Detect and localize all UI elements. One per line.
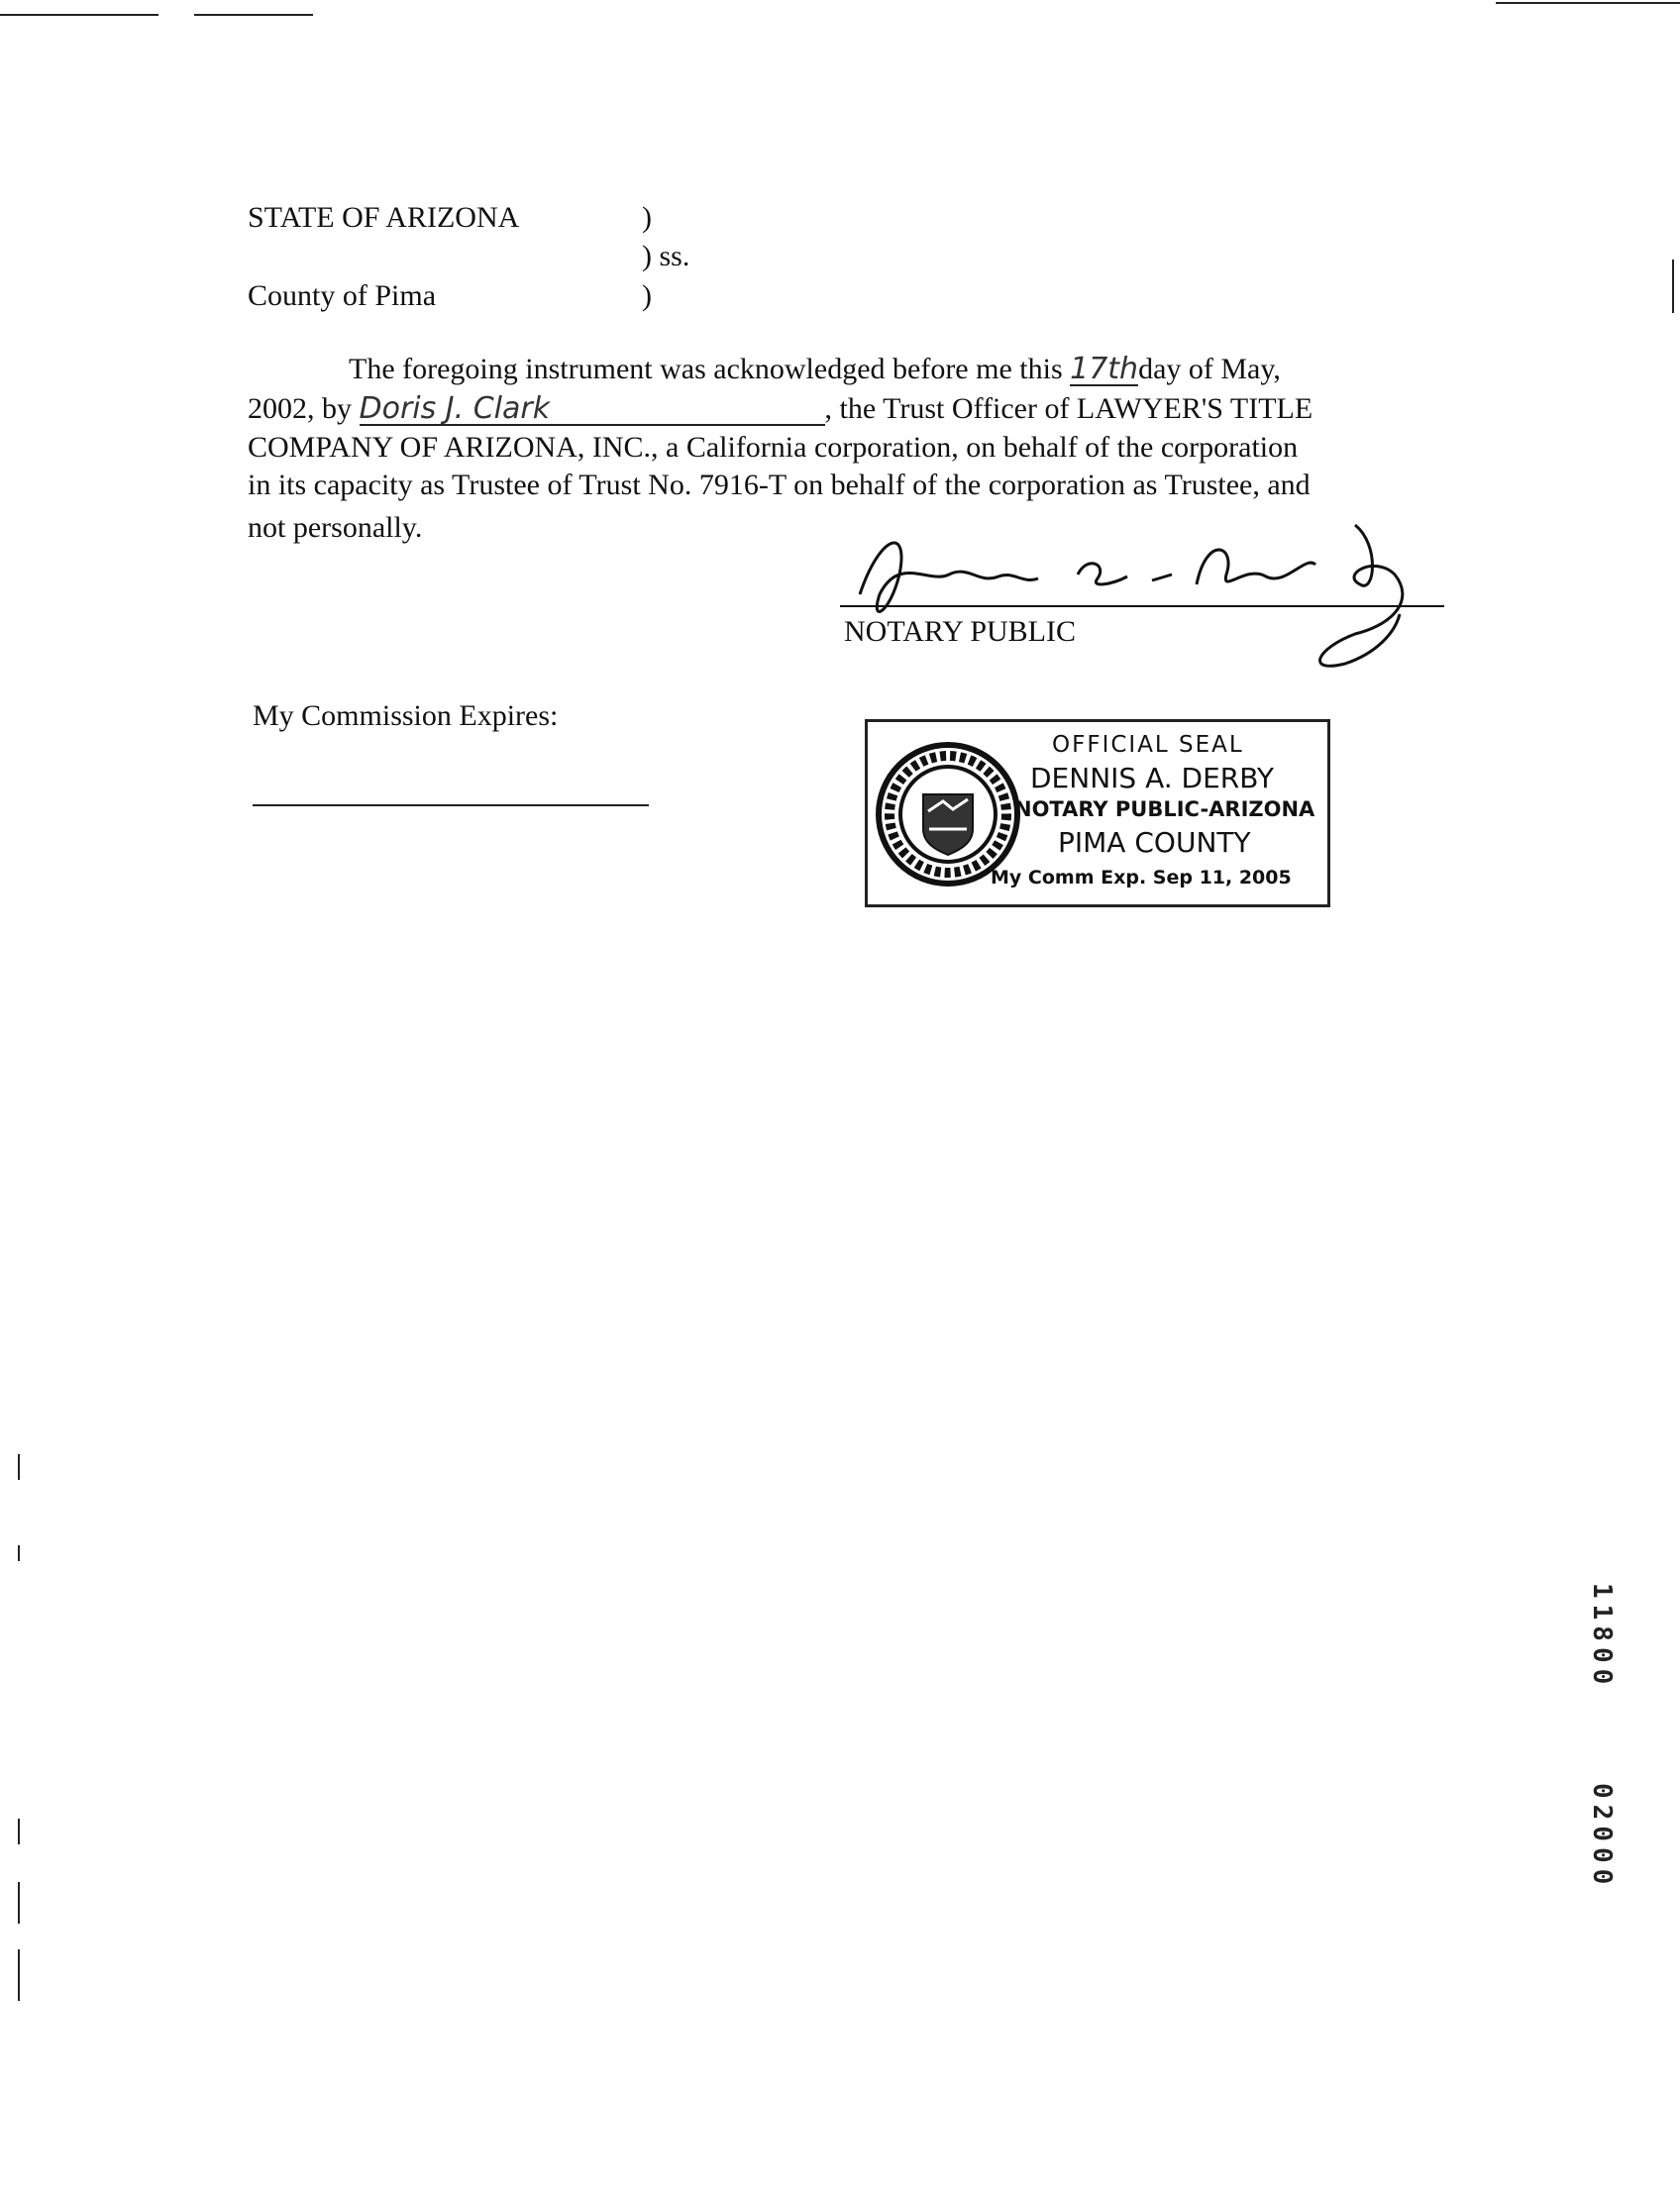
ack-line-2 xyxy=(248,391,1313,426)
ack-line-4: in its capacity as Trustee of Trust No. 7916-T on behalf of the corporation as Trustee, and xyxy=(248,469,1311,501)
ack-line-5: not personally. xyxy=(248,511,423,544)
scan-artifact-line xyxy=(18,1882,20,1924)
scan-artifact-line xyxy=(18,1819,20,1844)
official-seal xyxy=(865,719,1330,907)
venue-paren: ) xyxy=(642,201,652,234)
commission-label: My Commission Expires: xyxy=(253,699,559,732)
scan-artifact-line xyxy=(18,1545,20,1561)
scan-artifact-line xyxy=(18,1454,20,1480)
notary-public-label: NOTARY PUBLIC xyxy=(844,615,1077,648)
scan-artifact-line xyxy=(1496,2,1680,4)
handwritten-signer-name: Doris J. Clark xyxy=(360,394,825,426)
ack-text: 2002, by xyxy=(248,392,352,425)
scan-artifact-line xyxy=(0,14,158,16)
ss-label: ) ss. xyxy=(642,240,690,272)
state-label: STATE OF ARIZONA xyxy=(248,201,520,234)
seal-notary-name: DENNIS A. DERBY xyxy=(1030,762,1275,794)
ack-text: , the Trust Officer of LAWYER'S TITLE xyxy=(824,392,1313,425)
scan-artifact-line xyxy=(18,1949,20,2001)
ack-text: The foregoing instrument was acknowledged before me this xyxy=(349,353,1063,385)
notary-signature xyxy=(840,515,1454,674)
seal-county: PIMA COUNTY xyxy=(1058,826,1251,859)
ack-text: day of May, xyxy=(1138,353,1281,385)
ack-line-1 xyxy=(349,352,1281,386)
seal-title: OFFICIAL SEAL xyxy=(1052,732,1244,758)
seal-notary-role: NOTARY PUBLIC-ARIZONA xyxy=(1014,797,1315,821)
county-label: County of Pima xyxy=(248,279,437,312)
seal-expiration: My Comm Exp. Sep 11, 2005 xyxy=(991,867,1292,889)
recording-number-top: 11800 xyxy=(1587,1583,1617,1691)
scan-artifact-line xyxy=(1672,260,1674,313)
venue-paren: ) xyxy=(642,279,652,312)
recording-number-bottom: 02000 xyxy=(1587,1783,1617,1891)
handwritten-day: 17th xyxy=(1070,352,1139,386)
ack-line-3: COMPANY OF ARIZONA, INC., a California corporation, on behalf of the corporation xyxy=(248,431,1299,464)
scan-artifact-line xyxy=(194,14,313,16)
commission-date-line xyxy=(253,804,649,806)
